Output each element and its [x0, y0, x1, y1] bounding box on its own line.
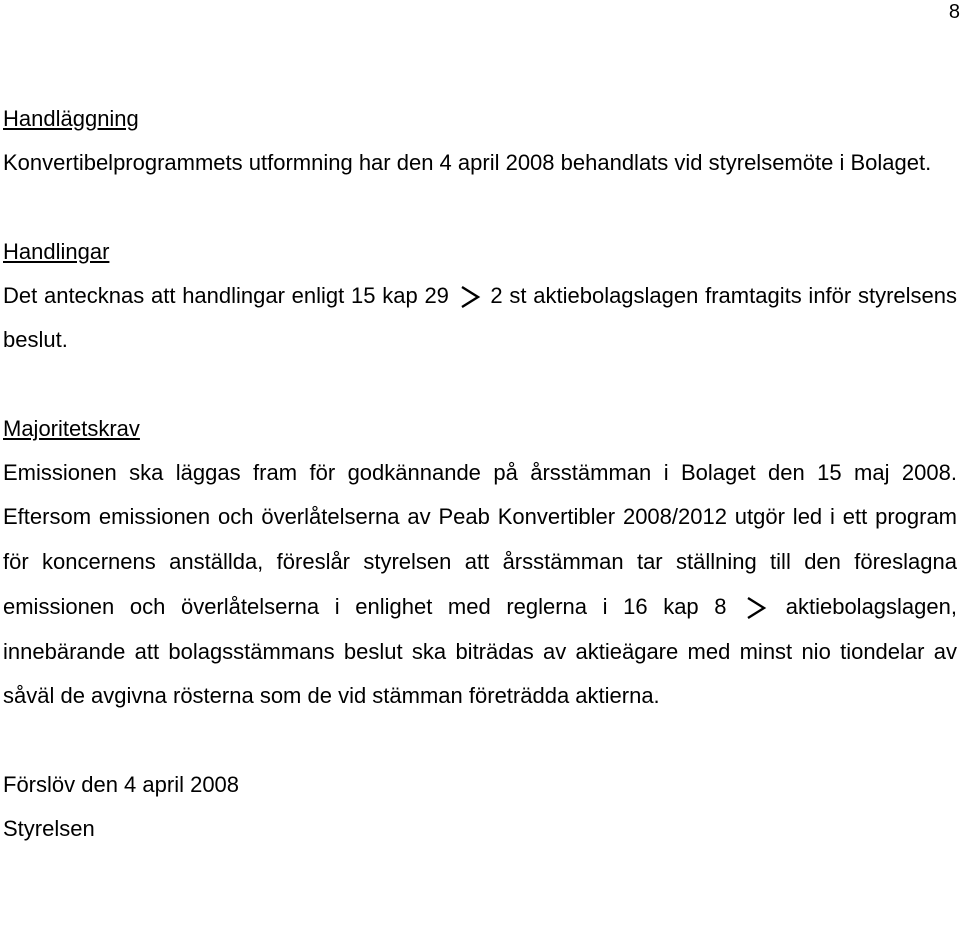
section-majoritetskrav: [3, 407, 957, 719]
place-date: Förslöv den 4 april 2008: [3, 772, 240, 797]
section-paragraph: Konvertibelprogrammets utformning har den 4 april 2008 behandlats vid styrelsemöte i Bolaget.: [3, 150, 932, 175]
paragraph-text-part: Emissionen ska läggas fram för godkännande på årsstämman i Bolaget den 15 maj 2008. Eftersom emissionen och överlåtelserna av Peab Konvertibler 2008/2012 utgör led i ett program för koncernens anställda, föreslår styrelsen att årsstämman tar ställning till den föreslagna emissionen och överlåtelserna i enlighet med reglerna i 16 kap 8: [3, 459, 957, 619]
page-number: 8: [948, 1, 960, 23]
paragraph-text-part: 2 st aktiebolagslagen framtagits inför styrelsens beslut.: [3, 282, 958, 353]
section-heading: Handlingar: [3, 238, 110, 264]
closing-block: [3, 763, 957, 851]
document-body: [3, 97, 957, 851]
section-heading: Handläggning: [3, 106, 139, 131]
section-sign-icon: [456, 285, 484, 309]
section-handlingar: [3, 230, 957, 363]
paragraph-text-part: Det antecknas att handlingar enligt 15 kap 29: [3, 282, 449, 308]
paragraph-text-part: aktiebolagslagen, innebärande att bolagsstämmans beslut ska biträdas av aktieägare med minst nio tiondelar av såväl de avgivna rösterna som de vid stämman företrädda aktierna.: [3, 593, 957, 709]
section-paragraph: [3, 451, 957, 719]
section-sign-icon: [742, 596, 770, 620]
section-paragraph: [3, 274, 957, 363]
section-handlaggning: [3, 97, 957, 186]
signatory: Styrelsen: [3, 816, 95, 841]
section-heading: Majoritetskrav: [3, 415, 140, 441]
